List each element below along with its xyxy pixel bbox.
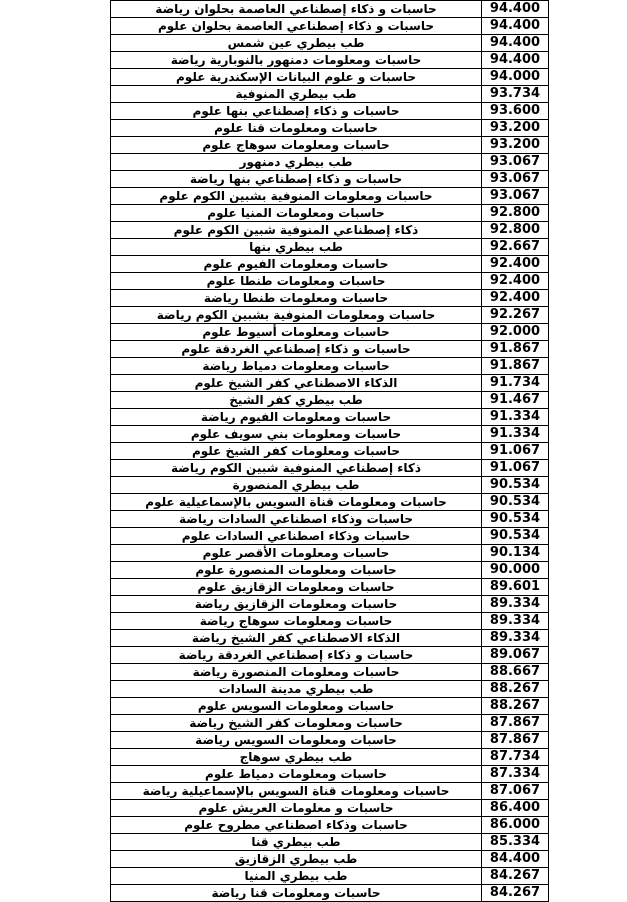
faculty-name-cell: حاسبات ومعلومات المنيا علوم: [111, 205, 482, 222]
faculty-name-cell: حاسبات ومعلومات سوهاج علوم: [111, 137, 482, 154]
score-cell: 91.734: [482, 375, 549, 392]
faculty-name-cell: الذكاء الاصطناعي كفر الشيخ علوم: [111, 375, 482, 392]
faculty-name-cell: حاسبات ومعلومات الزقازيق علوم: [111, 579, 482, 596]
table-row: [111, 273, 549, 290]
faculty-name-cell: حاسبات ومعلومات دمياط رياضة: [111, 358, 482, 375]
table-row: [111, 120, 549, 137]
table-row: [111, 766, 549, 783]
table-row: [111, 868, 549, 885]
faculty-name-cell: حاسبات ومعلومات الأقصر علوم: [111, 545, 482, 562]
table-row: [111, 171, 549, 188]
score-cell: 85.334: [482, 834, 549, 851]
table-row: [111, 86, 549, 103]
faculty-name-cell: طب بيطري المنوفية: [111, 86, 482, 103]
faculty-name-cell: حاسبات ومعلومات الفيوم علوم: [111, 256, 482, 273]
score-cell: 90.134: [482, 545, 549, 562]
table-row: [111, 52, 549, 69]
table-row: [111, 885, 549, 902]
table-row: [111, 137, 549, 154]
faculty-name-cell: حاسبات ومعلومات دمياط علوم: [111, 766, 482, 783]
score-cell: 93.200: [482, 120, 549, 137]
faculty-name-cell: حاسبات ومعلومات كفر الشيخ رياضة: [111, 715, 482, 732]
score-cell: 93.200: [482, 137, 549, 154]
score-cell: 91.467: [482, 392, 549, 409]
score-cell: 84.400: [482, 851, 549, 868]
faculty-name-cell: حاسبات ومعلومات سوهاج رياضة: [111, 613, 482, 630]
table-row: [111, 1, 549, 18]
faculty-name-cell: حاسبات ومعلومات طنطا علوم: [111, 273, 482, 290]
table-row: [111, 409, 549, 426]
score-cell: 90.534: [482, 494, 549, 511]
faculty-name-cell: طب بيطري بنها: [111, 239, 482, 256]
score-cell: 93.067: [482, 171, 549, 188]
table-row: [111, 664, 549, 681]
score-cell: 84.267: [482, 885, 549, 902]
faculty-name-cell: حاسبات ومعلومات السويس رياضة: [111, 732, 482, 749]
faculty-name-cell: حاسبات و ذكاء إصطناعي بنها علوم: [111, 103, 482, 120]
faculty-name-cell: طب بيطري قنا: [111, 834, 482, 851]
table-row: [111, 375, 549, 392]
table-row: [111, 188, 549, 205]
table-row: [111, 69, 549, 86]
faculty-name-cell: حاسبات ومعلومات الزقازيق رياضة: [111, 596, 482, 613]
score-cell: 87.067: [482, 783, 549, 800]
faculty-name-cell: حاسبات و ذكاء إصطناعي بنها رياضة: [111, 171, 482, 188]
score-cell: 84.267: [482, 868, 549, 885]
faculty-name-cell: حاسبات وذكاء اصطناعي السادات رياضة: [111, 511, 482, 528]
score-cell: 87.867: [482, 732, 549, 749]
table-row: [111, 18, 549, 35]
table-row: [111, 732, 549, 749]
score-cell: 90.000: [482, 562, 549, 579]
faculty-name-cell: طب بيطري المنيا: [111, 868, 482, 885]
table-row: [111, 749, 549, 766]
table-row: [111, 307, 549, 324]
faculty-name-cell: حاسبات ومعلومات بني سويف علوم: [111, 426, 482, 443]
table-row: [111, 511, 549, 528]
score-cell: 88.267: [482, 681, 549, 698]
table-row: [111, 460, 549, 477]
table-row: [111, 851, 549, 868]
table-row: [111, 817, 549, 834]
table-row: [111, 358, 549, 375]
table-row: [111, 341, 549, 358]
score-cell: 88.667: [482, 664, 549, 681]
faculty-name-cell: طب بيطري الزقازيق: [111, 851, 482, 868]
score-cell: 92.400: [482, 273, 549, 290]
table-row: [111, 698, 549, 715]
score-cell: 89.334: [482, 613, 549, 630]
table-row: [111, 239, 549, 256]
table-row: [111, 324, 549, 341]
score-cell: 91.067: [482, 443, 549, 460]
table-row: [111, 579, 549, 596]
faculty-name-cell: حاسبات ومعلومات المنصورة علوم: [111, 562, 482, 579]
score-cell: 91.334: [482, 409, 549, 426]
faculty-name-cell: حاسبات و علوم البيانات الإسكندرية علوم: [111, 69, 482, 86]
faculty-name-cell: حاسبات ومعلومات قنا علوم: [111, 120, 482, 137]
score-cell: 92.667: [482, 239, 549, 256]
score-cell: 94.400: [482, 18, 549, 35]
score-cell: 88.267: [482, 698, 549, 715]
table-row: [111, 562, 549, 579]
score-cell: 94.400: [482, 1, 549, 18]
faculty-name-cell: حاسبات و ذكاء إصطناعي العاصمة بحلوان علوم: [111, 18, 482, 35]
score-cell: 93.067: [482, 188, 549, 205]
table-row: [111, 834, 549, 851]
score-cell: 87.334: [482, 766, 549, 783]
table-row: [111, 630, 549, 647]
scores-table-body: [111, 1, 549, 902]
faculty-name-cell: حاسبات ومعلومات المنوفية بشبين الكوم رياضة: [111, 307, 482, 324]
faculty-name-cell: حاسبات ومعلومات المنصورة رياضة: [111, 664, 482, 681]
faculty-name-cell: حاسبات ومعلومات المنوفية بشبين الكوم علوم: [111, 188, 482, 205]
score-cell: 94.000: [482, 69, 549, 86]
score-cell: 89.601: [482, 579, 549, 596]
score-cell: 91.334: [482, 426, 549, 443]
score-cell: 93.734: [482, 86, 549, 103]
faculty-name-cell: حاسبات ومعلومات السويس علوم: [111, 698, 482, 715]
table-row: [111, 222, 549, 239]
faculty-name-cell: حاسبات ومعلومات كفر الشيخ علوم: [111, 443, 482, 460]
score-cell: 89.067: [482, 647, 549, 664]
faculty-name-cell: طب بيطري المنصورة: [111, 477, 482, 494]
table-row: [111, 443, 549, 460]
faculty-name-cell: حاسبات ومعلومات دمنهور بالنوبارية رياضة: [111, 52, 482, 69]
table-row: [111, 800, 549, 817]
faculty-name-cell: حاسبات ومعلومات طنطا رياضة: [111, 290, 482, 307]
table-row: [111, 205, 549, 222]
faculty-name-cell: طب بيطري دمنهور: [111, 154, 482, 171]
score-cell: 93.067: [482, 154, 549, 171]
table-row: [111, 596, 549, 613]
score-cell: 92.800: [482, 205, 549, 222]
table-row: [111, 783, 549, 800]
table-row: [111, 256, 549, 273]
score-cell: 94.400: [482, 52, 549, 69]
table-row: [111, 392, 549, 409]
faculty-name-cell: حاسبات و ذكاء إصطناعي الغردقة رياضة: [111, 647, 482, 664]
score-cell: 90.534: [482, 528, 549, 545]
table-row: [111, 35, 549, 52]
score-cell: 92.400: [482, 290, 549, 307]
scores-table: [110, 0, 549, 902]
score-cell: 89.334: [482, 596, 549, 613]
table-row: [111, 528, 549, 545]
table-row: [111, 681, 549, 698]
faculty-name-cell: الذكاء الاصطناعي كفر الشيخ رياضة: [111, 630, 482, 647]
faculty-name-cell: حاسبات و ذكاء إصطناعي الغردقة علوم: [111, 341, 482, 358]
score-cell: 92.267: [482, 307, 549, 324]
faculty-name-cell: ذكاء إصطناعي المنوفية شبين الكوم رياضة: [111, 460, 482, 477]
table-row: [111, 613, 549, 630]
faculty-name-cell: حاسبات ومعلومات أسيوط علوم: [111, 324, 482, 341]
faculty-name-cell: حاسبات ومعلومات قنا رياضة: [111, 885, 482, 902]
table-row: [111, 647, 549, 664]
score-cell: 86.400: [482, 800, 549, 817]
score-cell: 90.534: [482, 477, 549, 494]
score-cell: 87.867: [482, 715, 549, 732]
faculty-name-cell: حاسبات و ذكاء إصطناعي العاصمة بحلوان رياضة: [111, 1, 482, 18]
table-row: [111, 103, 549, 120]
score-cell: 87.734: [482, 749, 549, 766]
faculty-name-cell: طب بيطري كفر الشيخ: [111, 392, 482, 409]
faculty-name-cell: حاسبات وذكاء اصطناعي مطروح علوم: [111, 817, 482, 834]
score-cell: 92.000: [482, 324, 549, 341]
table-row: [111, 494, 549, 511]
faculty-name-cell: طب بيطري مدينة السادات: [111, 681, 482, 698]
table-row: [111, 545, 549, 562]
table-row: [111, 154, 549, 171]
faculty-name-cell: حاسبات و معلومات العريش علوم: [111, 800, 482, 817]
faculty-name-cell: حاسبات ومعلومات قناة السويس بالإسماعيلية علوم: [111, 494, 482, 511]
faculty-name-cell: حاسبات ومعلومات الفيوم رياضة: [111, 409, 482, 426]
faculty-name-cell: طب بيطري عين شمس: [111, 35, 482, 52]
table-row: [111, 715, 549, 732]
score-cell: 91.867: [482, 341, 549, 358]
faculty-name-cell: حاسبات ومعلومات قناة السويس بالإسماعيلية رياضة: [111, 783, 482, 800]
score-cell: 86.000: [482, 817, 549, 834]
table-row: [111, 477, 549, 494]
score-cell: 92.400: [482, 256, 549, 273]
faculty-name-cell: ذكاء إصطناعي المنوفية شبين الكوم علوم: [111, 222, 482, 239]
score-cell: 94.400: [482, 35, 549, 52]
score-cell: 93.600: [482, 103, 549, 120]
table-row: [111, 426, 549, 443]
score-cell: 91.067: [482, 460, 549, 477]
table-row: [111, 290, 549, 307]
score-cell: 92.800: [482, 222, 549, 239]
score-cell: 89.334: [482, 630, 549, 647]
score-cell: 90.534: [482, 511, 549, 528]
faculty-name-cell: حاسبات وذكاء اصطناعي السادات علوم: [111, 528, 482, 545]
faculty-name-cell: طب بيطري سوهاج: [111, 749, 482, 766]
score-cell: 91.867: [482, 358, 549, 375]
